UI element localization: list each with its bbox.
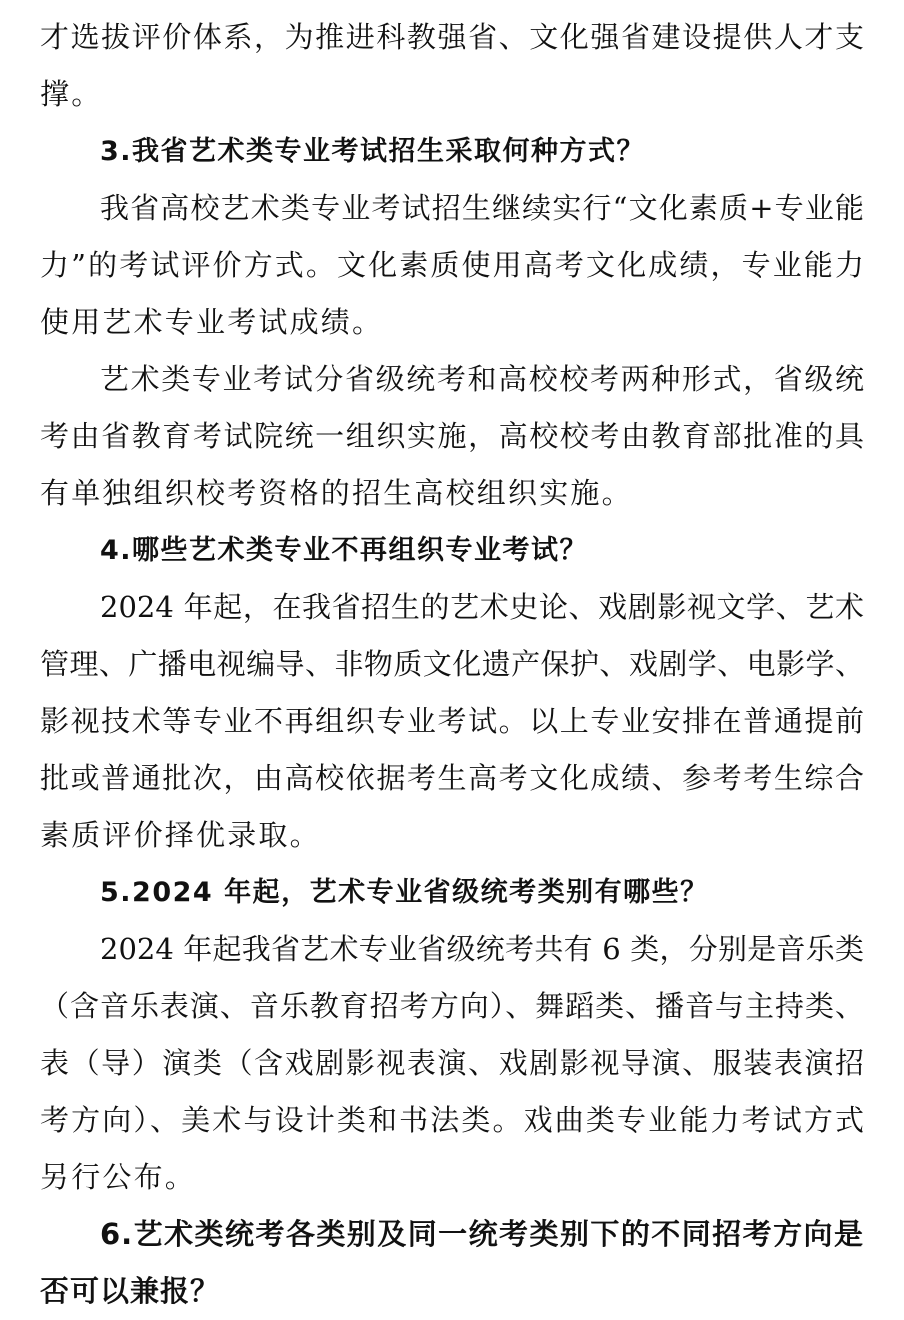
question-heading-6-continued: 否可以兼报？ <box>40 1274 221 1308</box>
question-heading-5: 5.2024 年起，艺术专业省级统考类别有哪些？ <box>100 877 709 908</box>
paragraph-line: （含音乐表演、音乐教育招考方向）、舞蹈类、播音与主持类、 <box>40 989 864 1023</box>
paragraph-line: 才选拔评价体系，为推进科教强省、文化强省建设提供人才支 <box>40 20 864 54</box>
paragraph-line: 表（导）演类（含戏剧影视表演、戏剧影视导演、服装表演招 <box>40 1046 864 1080</box>
paragraph-line: 我省高校艺术类专业考试招生继续实行“文化素质+专业能 <box>100 191 864 225</box>
paragraph-line: 另行公布。 <box>40 1160 197 1194</box>
paragraph-line: 撑。 <box>40 77 103 111</box>
paragraph-line: 2024 年起我省艺术专业省级统考共有 6 类，分别是音乐类 <box>100 932 864 966</box>
paragraph-line: 使用艺术专业考试成绩。 <box>40 305 384 339</box>
paragraph-line: 艺术类专业考试分省级统考和高校校考两种形式，省级统 <box>100 362 864 396</box>
paragraph-line: 素质评价择优录取。 <box>40 818 321 852</box>
paragraph-line: 有单独组织校考资格的招生高校组织实施。 <box>40 476 633 510</box>
question-heading-4: 4.哪些艺术类专业不再组织专业考试？ <box>100 535 589 566</box>
paragraph-line: 考由省教育考试院统一组织实施，高校校考由教育部批准的具 <box>40 419 864 453</box>
question-heading-6: 6.艺术类统考各类别及同一统考类别下的不同招考方向是 <box>100 1217 864 1251</box>
paragraph-line: 2024 年起，在我省招生的艺术史论、戏剧影视文学、艺术 <box>100 590 864 624</box>
paragraph-line: 批或普通批次，由高校依据考生高考文化成绩、参考考生综合 <box>40 761 864 795</box>
paragraph-line: 考方向）、美术与设计类和书法类。戏曲类专业能力考试方式 <box>40 1103 864 1137</box>
paragraph-line: 影视技术等专业不再组织专业考试。以上专业安排在普通提前 <box>40 704 864 738</box>
paragraph-line: 力”的考试评价方式。文化素质使用高考文化成绩，专业能力 <box>40 248 864 282</box>
paragraph-line: 管理、广播电视编导、非物质文化遗产保护、戏剧学、电影学、 <box>40 647 864 681</box>
question-heading-3: 3.我省艺术类专业考试招生采取何种方式？ <box>100 136 646 167</box>
